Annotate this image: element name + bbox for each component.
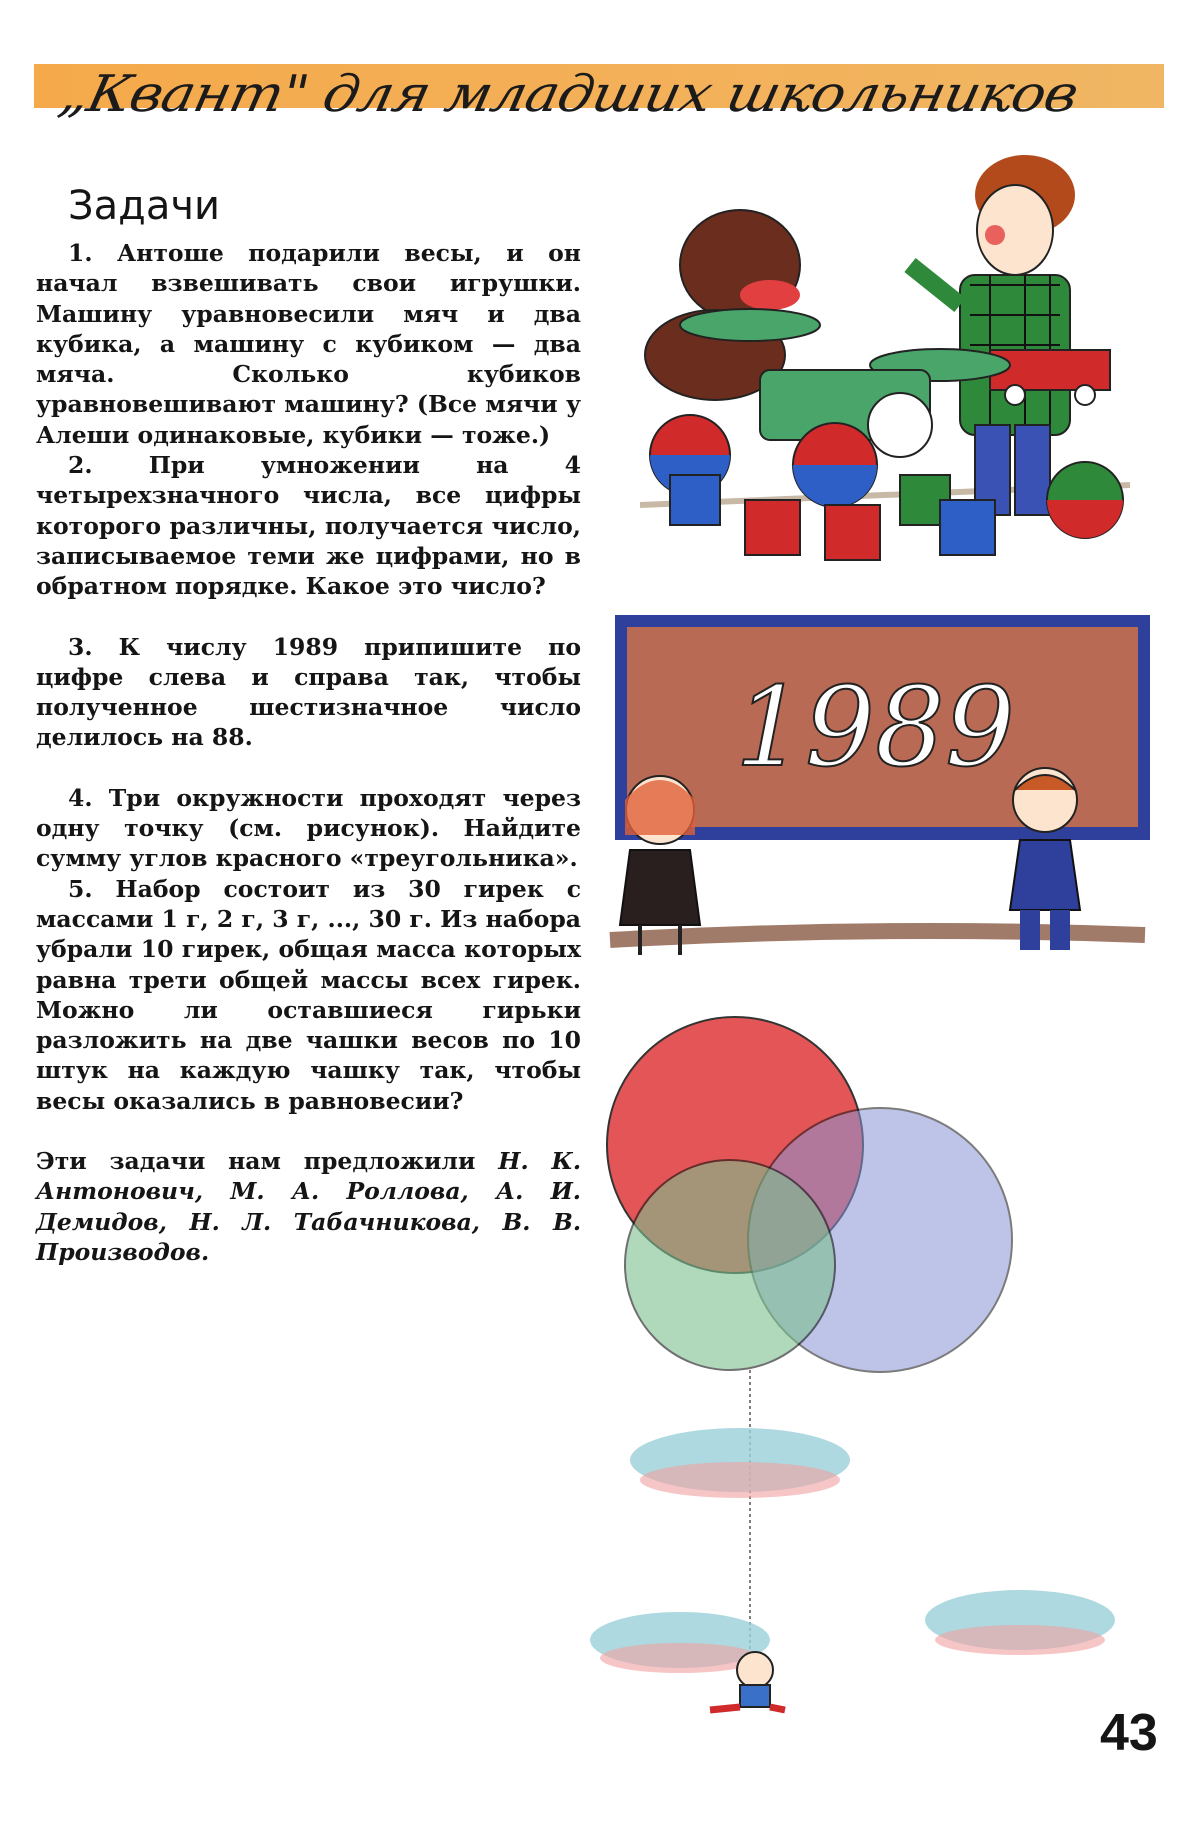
problem-text: При умножении на 4 четырехзначного числа, все цифры которого различны, получается число, записываемое теми же цифрами, но в обратном порядке. Какое это число? [36,451,581,601]
green-circle [625,1160,835,1370]
problem-number: 5. [68,874,93,903]
small-boy-figure [1010,768,1080,950]
problem-number: 1. [68,239,93,267]
text-column [36,182,581,1291]
blackboard-illustration [605,610,1155,970]
problem-2 [36,450,581,601]
blackboard-number: 1989 [735,663,1015,791]
problem-text: Три окружности проходят через одну точку (см. рисунок). Найдите сумму углов красного «треугольника». [36,783,581,873]
problem-4 [36,783,581,874]
header-title: „Квант" для младших школьников [53,65,1083,124]
section-title: Задачи [68,183,220,229]
problem-number: 4. [68,783,93,812]
problem-text: Антоше подарили весы, и он начал взвешивать свои игрушки. Машину уравновесили мяч и два кубика, а машину с кубиком — два мяча. Сколько кубиков уравновешивают машину? (Все мячи у Алеши одинаковые, кубики — тоже.) [36,239,581,449]
credits [36,1146,581,1267]
page-number: 43 [1100,1704,1158,1762]
problem-text: Набор состоит из 30 гирек с массами 1 г, 2 г, 3 г, ..., 30 г. Из набора убрали 10 гирек, общая масса которых равна трети общей массы всех гирек. Можно ли оставшиеся гирьки разложить на две чашки весов по 10 штук на каждую чашку так, чтобы весы оказались в равновесии? [36,874,581,1115]
problem-3 [36,632,581,753]
boy-figure [910,155,1075,515]
clouds [590,1428,1115,1673]
problem-5 [36,874,581,1116]
scales-illustration [630,145,1150,565]
three-circles-illustration [600,1010,1170,1710]
credits-names: Н. К. Антонович, М. А. Роллова, А. И. Демидов, Н. Л. Табачникова, В. В. Производов. [36,1147,582,1266]
credits-lead: Эти задачи нам предложили [36,1147,476,1176]
problem-1 [36,238,581,450]
problem-text: К числу 1989 припишите по цифре слева и справа так, чтобы полученное шестизначное число делилось на 88. [36,632,582,752]
problem-number: 3. [68,632,93,661]
problem-number: 2. [68,451,93,480]
